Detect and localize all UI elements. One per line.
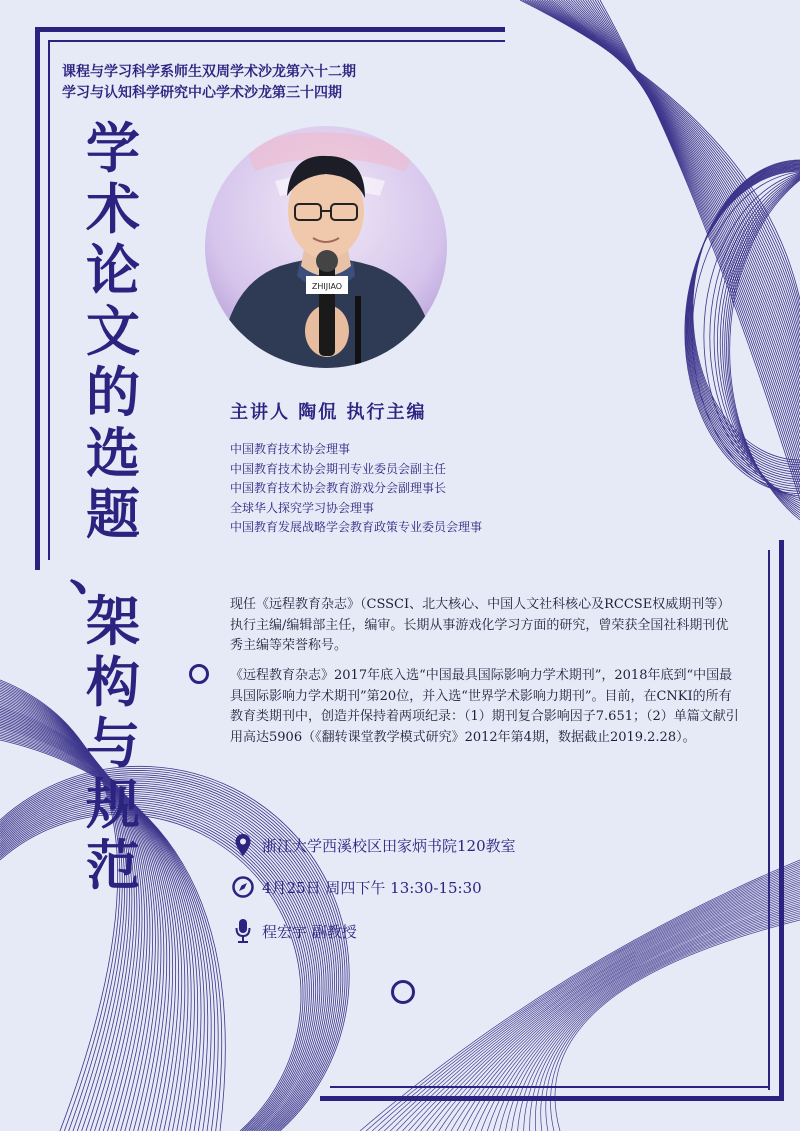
event-location-text: 浙江大学西溪校区田家炳书院120教室 <box>262 836 516 855</box>
vertical-title <box>69 117 148 897</box>
speaker-portrait <box>205 126 447 368</box>
title-char: 、 <box>69 539 123 602</box>
frame-bottom-line <box>320 1096 784 1101</box>
title-char: 构 <box>86 651 140 714</box>
frame-left-line-inner <box>48 40 50 560</box>
event-host <box>230 918 357 944</box>
decorative-circle-small <box>189 664 209 684</box>
bio-paragraph-2: 《远程教育杂志》2017年底入选“中国最具国际影响力学术期刊”，2018年底到“中国最具国际影响力学术期刊”第20位，并入选“世界学术影响力期刊”。目前，在CNKI的所有教育类期刊中，创造并保持着两项纪录：（1）期刊复合影响因子7.651；（2）单篇文献引用高达5906（《翻转课堂教学模式研究》2012年第4期，数据截止2019.2.28）。 <box>230 668 739 745</box>
event-location <box>230 833 516 857</box>
location-pin-icon <box>230 833 256 857</box>
role-item: 中国教育技术协会教育游戏分会副理事长 <box>230 481 447 495</box>
header <box>62 62 356 104</box>
decorative-circle-small <box>391 980 415 1004</box>
mic-label: ZHIJIAO <box>311 282 343 291</box>
frame-right-line <box>779 540 784 1100</box>
title-char: 论 <box>86 239 140 302</box>
frame-top-line-inner <box>48 40 505 42</box>
event-time <box>230 876 482 898</box>
title-char: 与 <box>86 712 140 775</box>
title-char: 规 <box>86 773 140 836</box>
microphone-icon <box>230 918 256 944</box>
title-char: 的 <box>86 361 140 424</box>
title-char: 范 <box>86 834 140 897</box>
speaker-intro: 主讲人 陶侃 执行主编 <box>230 402 427 423</box>
frame-top-line <box>35 27 505 32</box>
frame-right-line-inner <box>768 550 770 1090</box>
title-char: 学 <box>86 117 140 180</box>
compass-icon <box>230 876 256 898</box>
frame-left-line <box>35 27 40 570</box>
bio-paragraph-1: 现任《远程教育杂志》（CSSCI、北大核心、中国人文社科核心及RCCSE权威期刊等）执行主编/编辑部主任，编审。长期从事游戏化学习方面的研究，曾荣获全国社科期刊优秀主编等荣誉称号。 <box>230 597 731 653</box>
title-char: 选 <box>86 422 140 485</box>
title-char: 题 <box>86 483 140 546</box>
role-item: 全球华人探究学习协会理事 <box>230 500 375 515</box>
role-item: 中国教育技术协会理事 <box>230 442 351 456</box>
role-item: 中国教育发展战略学会教育政策专业委员会理事 <box>230 520 483 534</box>
header-line-2: 学习与认知科学研究中心学术沙龙第三十四期 <box>62 85 342 101</box>
title-char: 术 <box>86 178 140 241</box>
role-item: 中国教育技术协会期刊专业委员会副主任 <box>230 461 447 476</box>
speaker-roles <box>230 440 482 538</box>
frame-bottom-line-inner <box>330 1086 770 1088</box>
event-time-text: 4月25日 周四下午 13:30-15:30 <box>262 878 482 897</box>
title-char: 文 <box>86 300 140 363</box>
title-char: 架 <box>86 590 140 653</box>
header-line-1: 课程与学习科学系师生双周学术沙龙第六十二期 <box>62 64 356 80</box>
event-host-text: 程宏宇 副教授 <box>262 922 357 941</box>
